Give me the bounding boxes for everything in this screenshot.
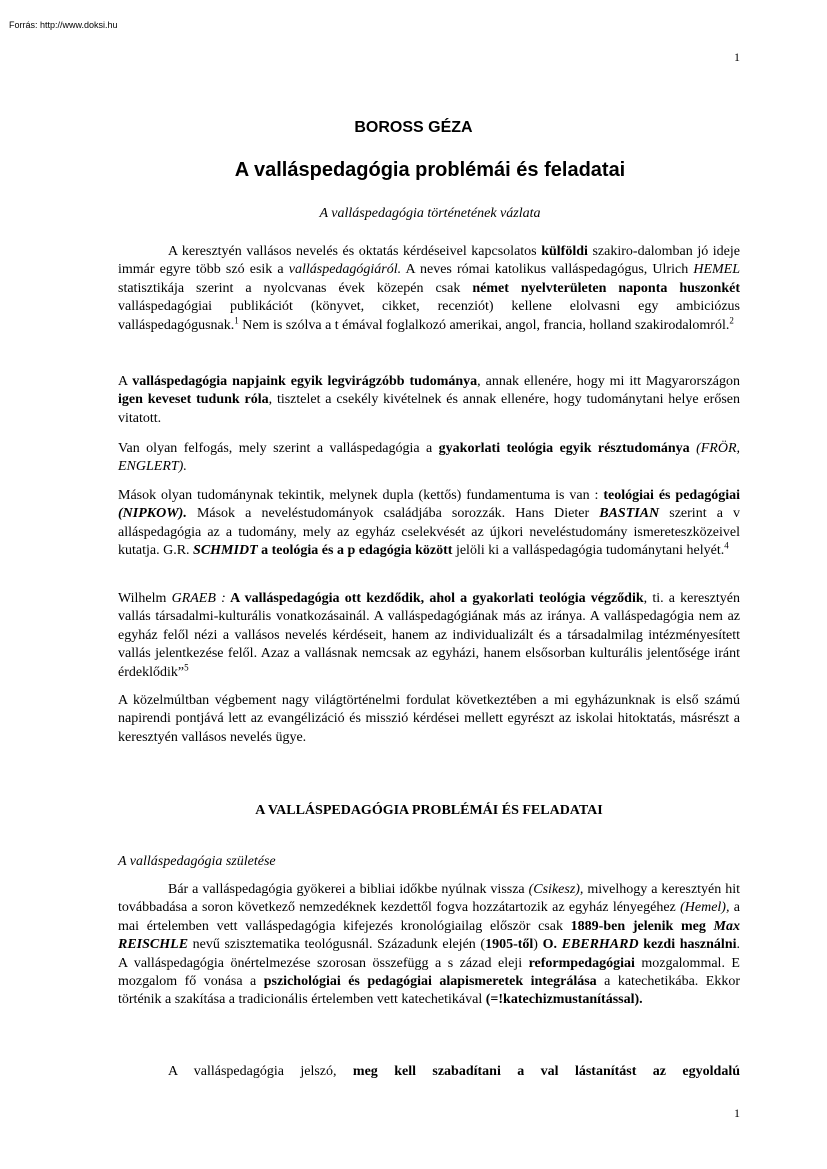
paragraph-8: A valláspedagógia jelszó, meg kell szabadítani a val lástanítást az egyoldalú	[168, 1064, 740, 1079]
footnote-ref-1: 1	[234, 314, 239, 325]
paragraph-1: A keresztyén vallásos nevelés és oktatás kérdéseivel kapcsolatos külföldi szakiro-dalomban jó ideje immár egyre több szó esik a valláspedagógiáról. A neves római katolikus valláspedagógus, Ulrich HEMEL statisztikája szerint a nyolcvanas évek közepén csak német nyelvterületen naponta huszonkét valláspedagógiai publikációt (könyvet, cikket, recenziót) kellene elolvasni egy ambiciózus valláspedagógusnak.$^1$ Nem is szólva a t émával foglalkozó amerikai, angol, francia, holland szakirodalomról.$^2$	[118, 244, 741, 333]
source-url: Forrás: http://www.doksi.hu	[9, 20, 118, 30]
paragraph-3: Van olyan felfogás, mely szerint a valláspedagógia a gyakorlati teológia egyik résztudománya (FRÖR, ENGLERT).	[118, 441, 741, 475]
page-number-top: 1	[734, 50, 740, 64]
footnote-ref-5: 5	[184, 661, 189, 672]
paragraph-6: A közelmúltban végbement nagy világtörténelmi fordulat következtében a mi egyházunknak is első számú napirendi pontjává lett az evangélizáció és misszió kérdései mellett egyrészt az iskolai hitoktatás, másrészt a keresztyén vallásos nevelés ügye.	[118, 693, 740, 745]
document-subtitle: A valláspedagógia történetének vázlata	[319, 206, 541, 221]
section-subheading: A valláspedagógia születése	[118, 854, 276, 869]
footnote-ref-2: 2	[729, 314, 734, 325]
author-name: BOROSS GÉZA	[354, 119, 473, 136]
paragraph-4: Mások olyan tudománynak tekintik, melynek dupla (kettős) fundamentuma is van : teológiai és pedagógiai (NIPKOW). Mások a neveléstudományok családjába sorozzák. Hans Dieter BASTIAN szerint a v alláspedagógia az a tudomány, mely az egyház cselekvését az újkori neveléstudomány ismereteszközeivel kutatja. G.R. SCHMIDT a teológia és a p edagógia között jelöli ki a valláspedagógia tudománytani helyét.$^4$	[118, 488, 741, 559]
paragraph-2: A valláspedagógia napjaink egyik legvirágzóbb tudománya, annak ellenére, hogy mi itt Magyarországon igen keveset tudunk róla, tisztelet a csekély kivételnek és annak ellenére, hogy tudománytani helye erősen vitatott.	[118, 374, 741, 426]
document-title: A valláspedagógia problémái és feladatai	[234, 159, 626, 181]
page-number-bottom: 1	[734, 1106, 740, 1120]
paragraph-5: Wilhelm GRAEB : A valláspedagógia ott kezdődik, ahol a gyakorlati teológia végződik, ti. a keresztyén vallás társadalmi-kulturális vonatkozásainál. A valláspedagógiának más az iránya. A valláspedagógia nem az egyház felől nézi a vallásos nevelés kérdéseit, hanem az individualizált és a társadalmilag intézményesített vallás jelentkezése felől. Azaz a vallásnak nemcsak az egyházi, hanem elsősorban kulturális jelentősége iránt érdeklődik”$^5$	[118, 591, 740, 680]
footnote-ref-4: 4	[724, 540, 729, 551]
paragraph-7: Bár a valláspedagógia gyökerei a bibliai időkbe nyúlnak vissza (Csikesz), mivelhogy a keresztyén hit továbbadása a soron következő nemzedéknek kezdettől fogva hozzátartozik az egyház lényegéhez (Hemel), a mai értelemben vett valláspedagógia kifejezés kronológiailag először csak 1889-ben jelenik meg Max REISCHLE nevű szisztematika teológusnál. Századunk elején (1905-től) O. EBERHARD kezdi használni. A valláspedagógia önértelmezése szorosan összefügg a s zázad eleji reformpedagógiai mozgalommal. E mozgalom fő vonása a pszichológiai és pedagógiai alapismeretek integrálása a katechetikába. Ekkor történik a szakítása a tradicionális értelemben vett katechetikával (=!katechizmustanítással).	[118, 882, 740, 1008]
section-heading: A VALLÁSPEDAGÓGIA PROBLÉMÁI ÉS FELADATAI	[255, 803, 603, 818]
